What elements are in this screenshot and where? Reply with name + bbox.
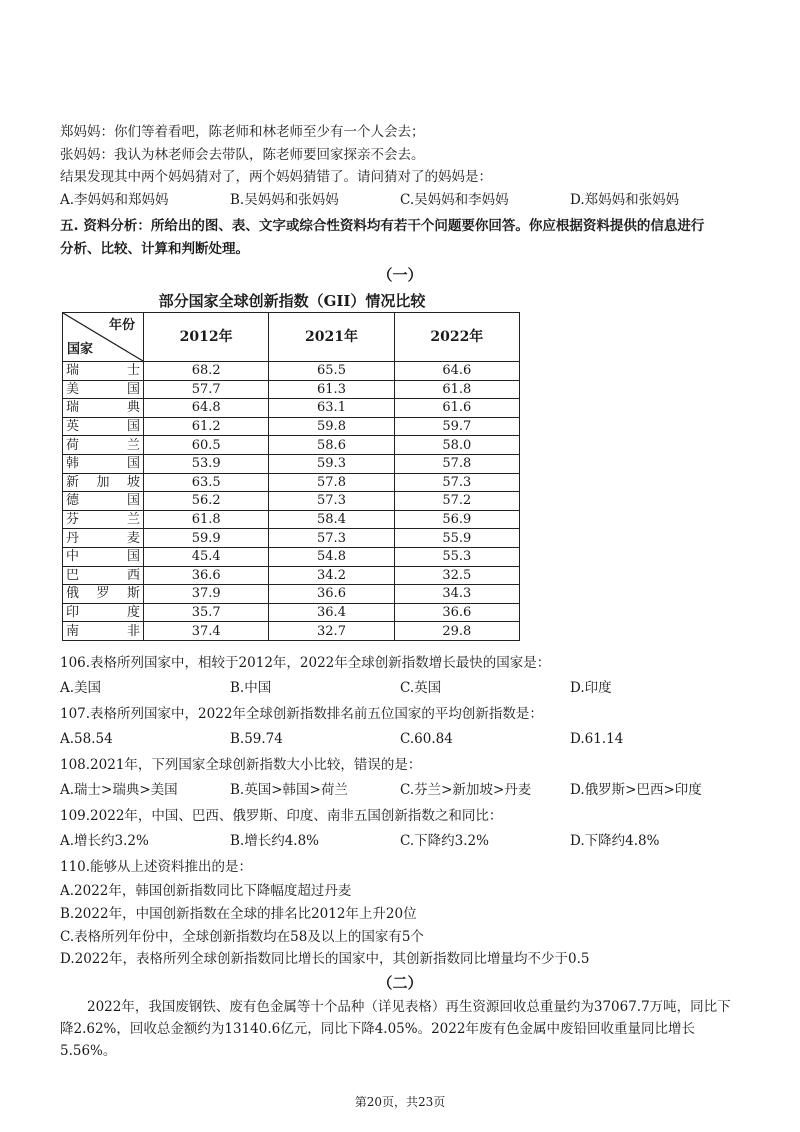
table-row [63,566,520,585]
table-row [63,454,520,473]
table-row [63,436,520,455]
table-row [63,622,520,641]
value-cell: 61.6 [394,399,519,418]
option-c: C.吴妈妈和李妈妈 [400,192,509,208]
value-cell: 36.6 [144,566,269,585]
intro-line-2: 张妈妈：我认为林老师会去带队，陈老师要回家探亲不会去。 [60,147,425,163]
value-cell: 29.8 [394,622,519,641]
option-c: C.下降约3.2% [400,833,489,849]
value-cell: 45.4 [144,547,269,566]
country-cell: 瑞典 [63,399,144,418]
table-corner-cell [63,313,144,362]
value-cell: 35.7 [144,603,269,622]
option-d: D.俄罗斯>巴西>印度 [570,782,702,798]
value-cell: 63.5 [144,473,269,492]
value-cell: 36.6 [394,603,519,622]
value-cell: 32.5 [394,566,519,585]
country-cell: 瑞士 [63,362,144,381]
intro-line-3: 结果发现其中两个妈妈猜对了，两个妈妈猜错了。请问猜对了的妈妈是： [60,169,492,185]
value-cell: 37.9 [144,585,269,604]
question-108-stem: 108.2021年，下列国家全球创新指数大小比较，错误的是： [60,757,422,773]
option-b: B.英国>韩国>荷兰 [230,782,348,798]
question-107-stem: 107.表格所列国家中，2022年全球创新指数排名前五位国家的平均创新指数是： [60,706,543,722]
option-c: C.英国 [400,680,442,696]
table-row [63,510,520,529]
value-cell: 58.6 [269,436,394,455]
value-cell: 36.6 [269,585,394,604]
value-cell: 65.5 [269,362,394,381]
value-cell: 36.4 [269,603,394,622]
value-cell: 61.3 [269,380,394,399]
value-cell: 64.6 [394,362,519,381]
value-cell: 57.2 [394,492,519,511]
country-cell: 韩国 [63,454,144,473]
question-110-option-d: D.2022年，表格所列全球创新指数同比增长的国家中，其创新指数同比增量均不少于0.5 [60,951,590,967]
corner-year-label: 年份 [108,318,135,333]
part-two-paragraph: 2022年，我国废钢铁、废有色金属等十个品种（详见表格）再生资源回收总重量约为37067.7万吨，同比下降2.62%，回收总金额约为13140.6亿元，同比下降4.05%。2022年废有色金属中废铅回收重量同比增长5.56%。 [60,999,731,1059]
value-cell: 34.2 [269,566,394,585]
value-cell: 58.0 [394,436,519,455]
option-d: D.郑妈妈和张妈妈 [570,192,680,208]
option-b: B.中国 [230,680,272,696]
table-row [63,603,520,622]
gii-table [62,312,520,641]
value-cell: 63.1 [269,399,394,418]
value-cell: 55.3 [394,547,519,566]
country-cell: 芬兰 [63,510,144,529]
country-cell: 中国 [63,547,144,566]
table-row [63,399,520,418]
value-cell: 32.7 [269,622,394,641]
option-c: C.60.84 [400,731,453,747]
value-cell: 58.4 [269,510,394,529]
column-header: 2012年 [144,313,269,362]
value-cell: 37.4 [144,622,269,641]
value-cell: 56.9 [394,510,519,529]
option-a: A.李妈妈和郑妈妈 [60,192,169,208]
option-d: D.印度 [570,680,612,696]
country-cell: 印度 [63,603,144,622]
section-heading-line-1: 五. 资料分析：所给出的图、表、文字或综合性资料均有若干个问题要你回答。你应根据资料提供的信息进行 [60,218,705,234]
option-b: B.增长约4.8% [230,833,320,849]
value-cell: 59.8 [269,417,394,436]
table-row [63,547,520,566]
value-cell: 59.3 [269,454,394,473]
table-row [63,362,520,381]
option-b: B.59.74 [230,731,283,747]
part-two-label: （二） [377,974,423,992]
column-header: 2021年 [269,313,394,362]
value-cell: 57.3 [269,529,394,548]
intro-line-1: 郑妈妈：你们等着看吧，陈老师和林老师至少有一个人会去； [60,124,425,140]
value-cell: 53.9 [144,454,269,473]
table-row [63,473,520,492]
table-row [63,585,520,604]
option-a: A.58.54 [60,731,113,747]
value-cell: 61.2 [144,417,269,436]
country-cell: 丹麦 [63,529,144,548]
table-body [63,362,520,641]
country-cell: 新加坡 [63,473,144,492]
table-header-row [63,313,520,362]
question-110-option-b: B.2022年，中国创新指数在全球的排名比2012年上升20位 [60,906,417,922]
value-cell: 57.8 [269,473,394,492]
value-cell: 59.9 [144,529,269,548]
section-heading-line-2: 分析、比较、计算和判断处理。 [60,241,249,257]
column-header: 2022年 [394,313,519,362]
option-a: A.美国 [60,680,102,696]
page-footer: 第20页，共23页 [354,1095,446,1109]
value-cell: 56.2 [144,492,269,511]
value-cell: 59.7 [394,417,519,436]
option-d: D.下降约4.8% [570,833,660,849]
question-110-stem: 110.能够从上述资料推出的是： [60,859,253,875]
corner-country-label: 国家 [67,342,94,357]
value-cell: 57.3 [394,473,519,492]
table-row [63,492,520,511]
country-cell: 美国 [63,380,144,399]
value-cell: 57.3 [269,492,394,511]
question-109-stem: 109.2022年，中国、巴西、俄罗斯、印度、南非五国创新指数之和同比： [60,808,503,824]
value-cell: 55.9 [394,529,519,548]
question-110-option-a: A.2022年，韩国创新指数同比下降幅度超过丹麦 [60,883,352,899]
value-cell: 68.2 [144,362,269,381]
part-one-label: （一） [377,266,423,284]
country-cell: 英国 [63,417,144,436]
question-110-option-c: C.表格所列年份中，全球创新指数均在58及以上的国家有5个 [60,929,424,945]
question-106-stem: 106.表格所列国家中，相较于2012年，2022年全球创新指数增长最快的国家是： [60,655,551,671]
value-cell: 54.8 [269,547,394,566]
value-cell: 57.8 [394,454,519,473]
option-d: D.61.14 [570,731,624,747]
country-cell: 巴西 [63,566,144,585]
country-cell: 德国 [63,492,144,511]
value-cell: 34.3 [394,585,519,604]
option-a: A.瑞士>瑞典>美国 [60,782,178,798]
value-cell: 64.8 [144,399,269,418]
country-cell: 荷兰 [63,436,144,455]
country-cell: 南非 [63,622,144,641]
value-cell: 61.8 [144,510,269,529]
option-b: B.吴妈妈和张妈妈 [230,192,339,208]
table-row [63,529,520,548]
table-row [63,380,520,399]
value-cell: 61.8 [394,380,519,399]
table-row [63,417,520,436]
option-a: A.增长约3.2% [60,833,149,849]
value-cell: 60.5 [144,436,269,455]
country-cell: 俄罗斯 [63,585,144,604]
table-title: 部分国家全球创新指数（GII）情况比较 [158,292,426,310]
value-cell: 57.7 [144,380,269,399]
option-c: C.芬兰>新加坡>丹麦 [400,782,532,798]
